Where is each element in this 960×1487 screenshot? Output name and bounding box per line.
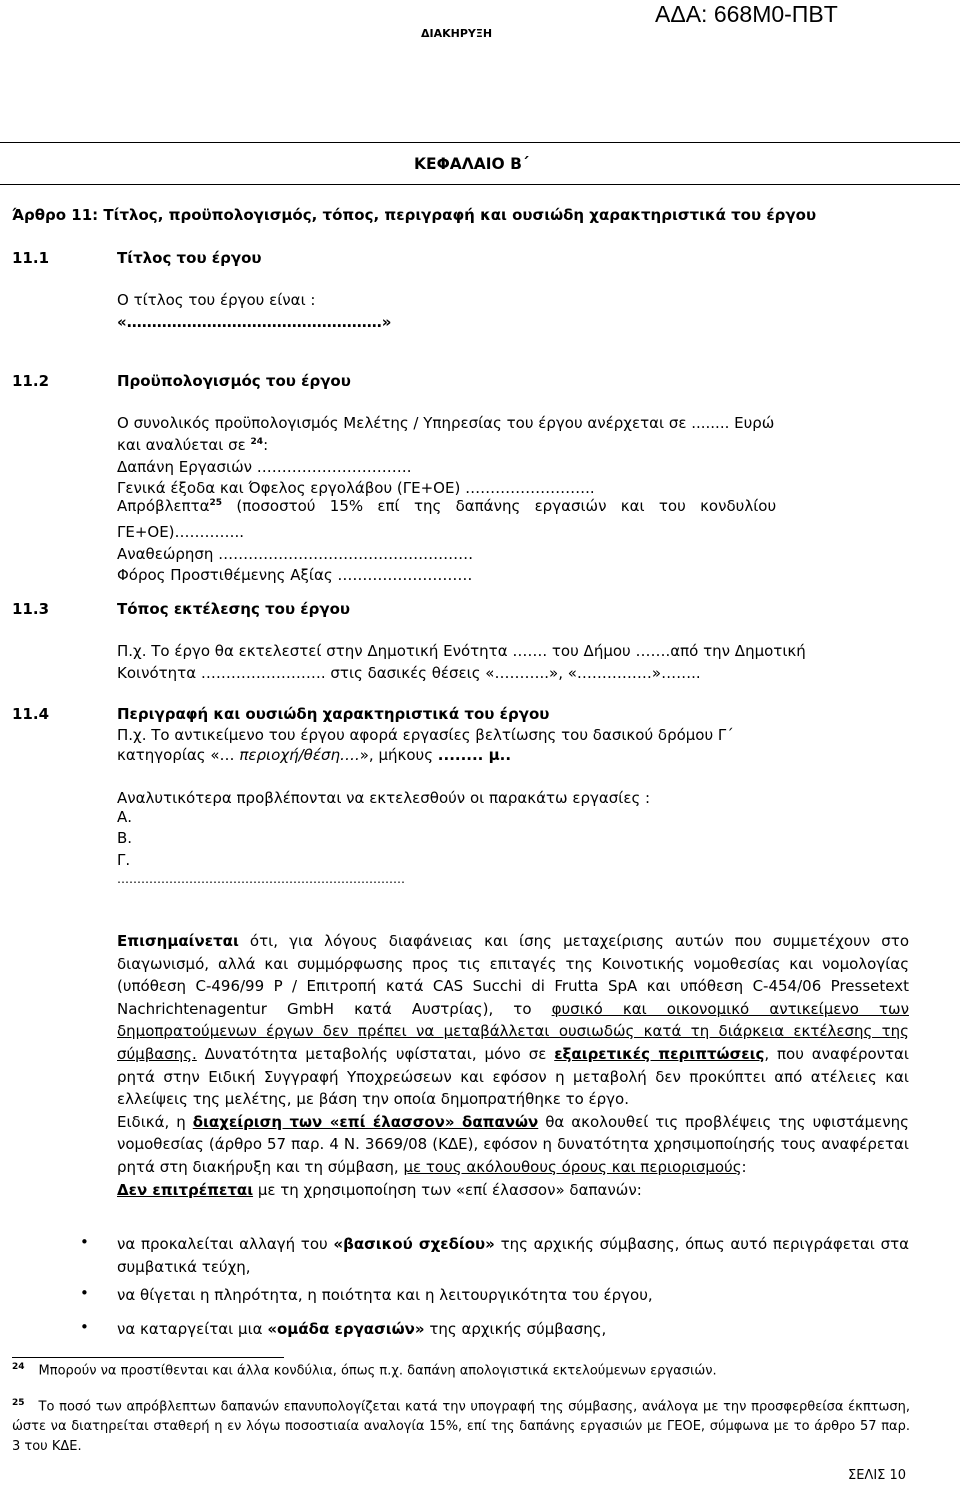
budget-line-revision: Αναθεώρηση …………………………………………… bbox=[117, 545, 474, 563]
section-title-11-4: Περιγραφή και ουσιώδη χαρακτηριστικά του έργου bbox=[117, 705, 550, 723]
works-dots: ……………………………………………………………… bbox=[117, 872, 405, 886]
notice-paragraph-1: Επισημαίνεται ότι, για λόγους διαφάνειας και ίσης μεταχείρισης αυτών που συμμετέχουν στο διαγωνισμό, αλλά και συμμόρφωσης προς τις επιταγές της Κοινοτικής νομοθεσίας και νομολογίας (υπόθεση C-496/99 P / Επιτροπή κατά CAS Succhi di Frutta SpA και υπόθεση C-454/06 Pressetext Nachrichtenagentur GmbH κατά Αυστρίας), το φυσικό και οικονομικό αντικείμενο των δημοπρατούμενων έργων δεν πρέπει να μεταβάλλεται ουσιωδώς κατά τη διάρκεια εκτέλεσης της σύμβασης. Δυνατότητα μεταβολής υφίσταται, μόνο σε εξαιρετικές περιπτώσεις, που αναφέρονται ρητά στην Ειδική Συγγραφή Υποχρεώσεων και εφόσον η μεταβολή δεν προκύπτει από ατέλειες και ελλείψεις της μελέτης, με βάση την οποία δημοπρατήθηκε το έργο. bbox=[117, 932, 910, 1109]
section-number-11-3: 11.3 bbox=[12, 600, 50, 618]
footnote-24: $^{24}$ Μπορούν να προστίθενται και άλλα κονδύλια, όπως π.χ. δαπάνη απολογιστικά εκτελούμενων εργασιών. bbox=[12, 1362, 717, 1379]
header-label: ΔΙΑΚΗΡΥΞΗ bbox=[421, 27, 493, 40]
title-placeholder: «……………………………………………» bbox=[117, 313, 392, 331]
works-item-a: Α. bbox=[117, 808, 133, 826]
page-number: ΣΕΛΙΣ 10 bbox=[848, 1468, 907, 1483]
budget-line-works: Δαπάνη Εργασιών …………………………. bbox=[117, 458, 412, 476]
notice-paragraph-2: Ειδικά, η διαχείριση των «επί έλασσον» δαπανών θα ακολουθεί τις προβλέψεις της υφιστάμενης νομοθεσίας (άρθρο 57 παρ. 4 Ν. 3669/08 (ΚΔΕ), εφόσον η δυνατότητα χρησιμοποίησής τους αναφέρεται ρητά στη διακήρυξη και τη σύμβαση, με τους ακόλουθους όρους και περιορισμούς: bbox=[117, 1112, 909, 1176]
footnote-25: $^{25}$ Το ποσό των απρόβλεπτων δαπανών επανυπολογίζεται κατά την υπογραφή της σύμβασης, ανάλογα με την προσφερθείσα έκπτωση, ώστε να διατηρείται σταθερή η εν λόγω ποσοστιαία αναλογία 15%, επί της δαπάνης εργασιών με ΓΕΟΕ, σύμφωνα με το άρθρο 57 παρ. 3 του ΚΔΕ. bbox=[12, 1398, 910, 1455]
location-line-2: Κοινότητα ……………………. στις δασικές θέσεις «………..», «……………»…….. bbox=[117, 664, 701, 682]
section-number-11-1: 11.1 bbox=[12, 249, 50, 267]
title-line: Ο τίτλος του έργου είναι : bbox=[117, 291, 316, 309]
section-title-11-1: Τίτλος του έργου bbox=[117, 249, 262, 267]
budget-line-total: Ο συνολικός προϋπολογισμός Μελέτης / Υπηρεσίας του έργου ανέρχεται σε ........ Ευρώ bbox=[117, 414, 775, 432]
bullet-item-2: να θίγεται η πληρότητα, η ποιότητα και η λειτουργικότητα του έργου, bbox=[117, 1286, 653, 1304]
budget-line-contingency: Απρόβλεπτα$^{25}$ (ποσοστού 15% επί της δαπάνης εργασιών και του κονδυλίου bbox=[117, 497, 777, 515]
works-item-b: Β. bbox=[117, 829, 133, 847]
section-title-11-2: Προϋπολογισμός του έργου bbox=[117, 372, 351, 390]
article-title: Άρθρο 11: Τίτλος, προϋπολογισμός, τόπος, περιγραφή και ουσιώδη χαρακτηριστικά του έργου bbox=[12, 206, 817, 224]
chapter-rule bbox=[0, 184, 960, 185]
top-rule bbox=[0, 142, 960, 143]
budget-line-vat: Φόρος Προστιθέμενης Αξίας ……………………… bbox=[117, 566, 473, 584]
bullet-item-3: να καταργείται μια «ομάδα εργασιών» της αρχικής σύμβασης, bbox=[117, 1320, 607, 1338]
section-number-11-4: 11.4 bbox=[12, 705, 50, 723]
bullet-item-1: να προκαλείται αλλαγή του «βασικού σχεδίου» της αρχικής σύμβασης, όπως αυτό περιγράφεται στα συμβατικά τεύχη, bbox=[117, 1235, 910, 1276]
footnote-separator bbox=[12, 1357, 284, 1358]
works-intro: Αναλυτικότερα προβλέπονται να εκτελεσθούν οι παρακάτω εργασίες : bbox=[117, 789, 651, 807]
chapter-title: ΚΕΦΑΛΑΙΟ Β΄ bbox=[414, 155, 529, 173]
section-number-11-2: 11.2 bbox=[12, 372, 50, 390]
ada-code: ΑΔΑ: 668Μ0-ΠΒΤ bbox=[655, 1, 838, 27]
bullet-marker-1: • bbox=[80, 1233, 89, 1251]
bullet-marker-3: • bbox=[80, 1318, 89, 1336]
notice-block bbox=[117, 930, 909, 1201]
description-line-2: κατηγορίας «… περιοχή/θέση….», μήκους ........ μ.. bbox=[117, 746, 512, 764]
location-line-1: Π.χ. Το έργο θα εκτελεστεί στην Δημοτική Ενότητα ……. του Δήμου …….από την Δημοτική bbox=[117, 642, 806, 660]
budget-line-overhead: Γενικά έξοδα και Όφελος εργολάβου (ΓΕ+ΟΕ) …………………….. bbox=[117, 479, 595, 497]
budget-line-breakdown: και αναλύεται σε $^{24}$: bbox=[117, 436, 269, 454]
budget-line-contingency-cont: ΓΕ+ΟΕ)………….. bbox=[117, 523, 245, 541]
works-item-c: Γ. bbox=[117, 851, 131, 869]
section-title-11-3: Τόπος εκτέλεσης του έργου bbox=[117, 600, 351, 618]
notice-paragraph-3: Δεν επιτρέπεται με τη χρησιμοποίηση των «επί έλασσον» δαπανών: bbox=[117, 1180, 642, 1199]
description-line-1: Π.χ. Το αντικείμενο του έργου αφορά εργασίες βελτίωσης του δασικού δρόμου Γ΄ bbox=[117, 726, 734, 744]
bullet-marker-2: • bbox=[80, 1284, 89, 1302]
